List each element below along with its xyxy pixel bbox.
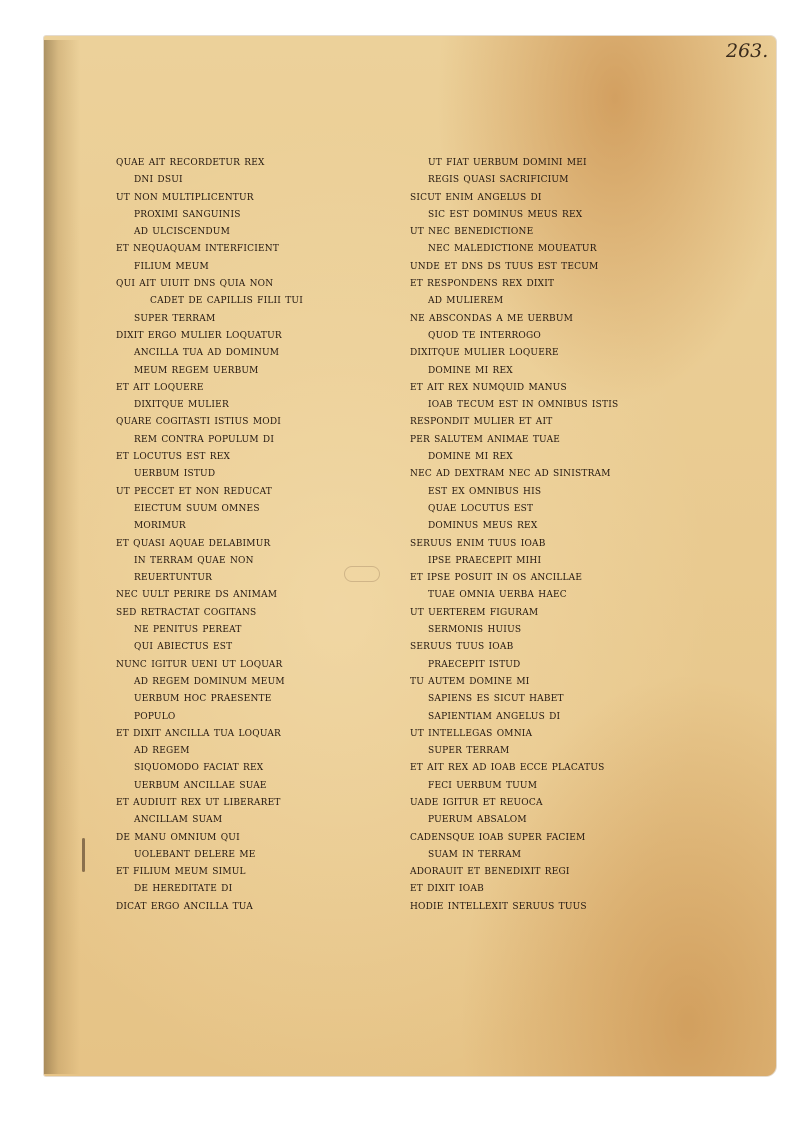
text-line: ut fiat uerbum domini mei: [428, 153, 587, 168]
text-line: dominus meus rex: [428, 516, 538, 532]
text-line: dixitque mulier: [134, 395, 229, 411]
text-line: puerum absalom: [428, 810, 527, 826]
text-line: in terram quae non: [134, 550, 254, 566]
text-line: respondit mulier et ait: [410, 412, 553, 428]
text-line: ut peccet et non reducat: [116, 481, 272, 497]
text-line: et filium meum simul: [116, 862, 246, 878]
text-line: sicut enim angelus di: [410, 187, 542, 203]
text-line: per salutem animae tuae: [410, 429, 561, 445]
text-line: ut nec benedictione: [410, 222, 534, 238]
text-line: dixitque mulier loquere: [410, 343, 559, 359]
text-line: super terram: [134, 308, 216, 324]
text-line: sermonis huius: [428, 620, 522, 636]
text-line: uade igitur et reuoca: [410, 792, 543, 808]
text-line: tuae omnia uerba haec: [428, 585, 567, 601]
text-line: uerbum istud: [134, 464, 216, 480]
text-line: uerbum ancillae suae: [134, 775, 267, 791]
text-line: qui abiectus est: [134, 637, 233, 653]
text-line: nec maledictione moueatur: [428, 239, 597, 255]
text-line: ne abscondas a me uerbum: [410, 308, 574, 324]
text-line: meum regem uerbum: [134, 360, 259, 376]
text-line: de manu omnium qui: [116, 827, 240, 843]
text-line: populo: [134, 706, 176, 722]
text-line: nunc igitur ueni ut loquar: [116, 654, 283, 670]
text-line: est ex omnibus his: [428, 481, 542, 497]
text-line: et ait rex ad ioab ecce placatus: [410, 758, 605, 774]
text-line: domine mi rex: [428, 360, 513, 376]
folio-number: 263.: [726, 40, 769, 62]
text-line: feci uerbum tuum: [428, 775, 538, 791]
margin-mark: [82, 838, 85, 872]
text-line: nec ad dextram nec ad sinistram: [410, 464, 611, 480]
text-line: quae locutus est: [428, 498, 534, 514]
text-line: ut non multiplicentur: [116, 187, 254, 203]
text-line: morimur: [134, 516, 186, 532]
text-line: qui ait uiuit dns quia non: [116, 274, 274, 290]
text-line: uolebant delere me: [134, 844, 256, 860]
text-line: siquomodo faciat rex: [134, 758, 264, 774]
left-text-column: [116, 152, 386, 913]
text-line: et audiuit rex ut liberaret: [116, 792, 281, 808]
text-line: sapiens es sicut habet: [428, 689, 564, 705]
text-line: dni dsui: [134, 170, 183, 186]
text-line: seruus enim tuus ioab: [410, 533, 546, 549]
text-line: ad mulierem: [428, 291, 504, 307]
text-line: seruus tuus ioab: [410, 637, 514, 653]
text-line: uerbum hoc praesente: [134, 689, 272, 705]
text-line: et nequaquam interficient: [116, 239, 280, 255]
text-line: ad ulciscendum: [134, 222, 231, 238]
text-line: et dixit ioab: [410, 879, 484, 895]
text-line: quare cogitasti istius modi: [116, 412, 281, 428]
text-line: ut uerterem figuram: [410, 602, 539, 618]
binding-gutter: [44, 40, 80, 1074]
text-line: tu autem domine mi: [410, 671, 530, 687]
text-line: rem contra populum di: [134, 429, 275, 445]
text-line: suam in terram: [428, 844, 522, 860]
text-line: sapientiam angelus di: [428, 706, 561, 722]
text-line: et ait rex numquid manus: [410, 377, 567, 393]
text-line: ad regem dominum meum: [134, 671, 285, 687]
text-line: eiectum suum omnes: [134, 498, 260, 514]
text-line: ancilla tua ad dominum: [134, 343, 280, 359]
text-line: nec uult perire ds animam: [116, 585, 278, 601]
text-line: et ait loquere: [116, 377, 204, 393]
text-line: proximi sanguinis: [134, 204, 241, 220]
text-line: quae ait recordetur rex: [116, 153, 265, 168]
text-line: dixit ergo mulier loquatur: [116, 325, 282, 341]
text-line: de hereditate di: [134, 879, 233, 895]
text-line: sic est dominus meus rex: [428, 204, 583, 220]
text-line: et dixit ancilla tua loquar: [116, 723, 281, 739]
text-line: filium meum: [134, 256, 209, 272]
right-text-column: [410, 152, 675, 913]
text-line: ipse praecepit mihi: [428, 550, 542, 566]
text-line: cadensque ioab super faciem: [410, 827, 586, 843]
text-line: et locutus est rex: [116, 447, 231, 463]
text-line: ancillam suam: [134, 810, 223, 826]
text-line: domine mi rex: [428, 447, 513, 463]
text-line: dicat ergo ancilla tua: [116, 896, 253, 912]
text-line: super terram: [428, 741, 510, 757]
text-line: ne penitus pereat: [134, 620, 242, 636]
text-line: sed retractat cogitans: [116, 602, 257, 618]
text-line: reuertuntur: [134, 568, 213, 584]
text-line: adorauit et benedixit regi: [410, 862, 570, 878]
text-line: ad regem: [134, 741, 190, 757]
text-line: et ipse posuit in os ancillae: [410, 568, 583, 584]
text-line: unde et dns ds tuus est tecum: [410, 256, 599, 272]
text-line: praecepit istud: [428, 654, 521, 670]
text-line: et respondens rex dixit: [410, 274, 555, 290]
text-line: ioab tecum est in omnibus istis: [428, 395, 619, 411]
text-line: cadet de capillis filii tui: [150, 291, 303, 307]
text-line: hodie intellexit seruus tuus: [410, 896, 587, 912]
text-line: regis quasi sacrificium: [428, 170, 569, 186]
text-line: quod te interrogo: [428, 325, 541, 341]
text-line: et quasi aquae delabimur: [116, 533, 271, 549]
text-line: ut intellegas omnia: [410, 723, 533, 739]
